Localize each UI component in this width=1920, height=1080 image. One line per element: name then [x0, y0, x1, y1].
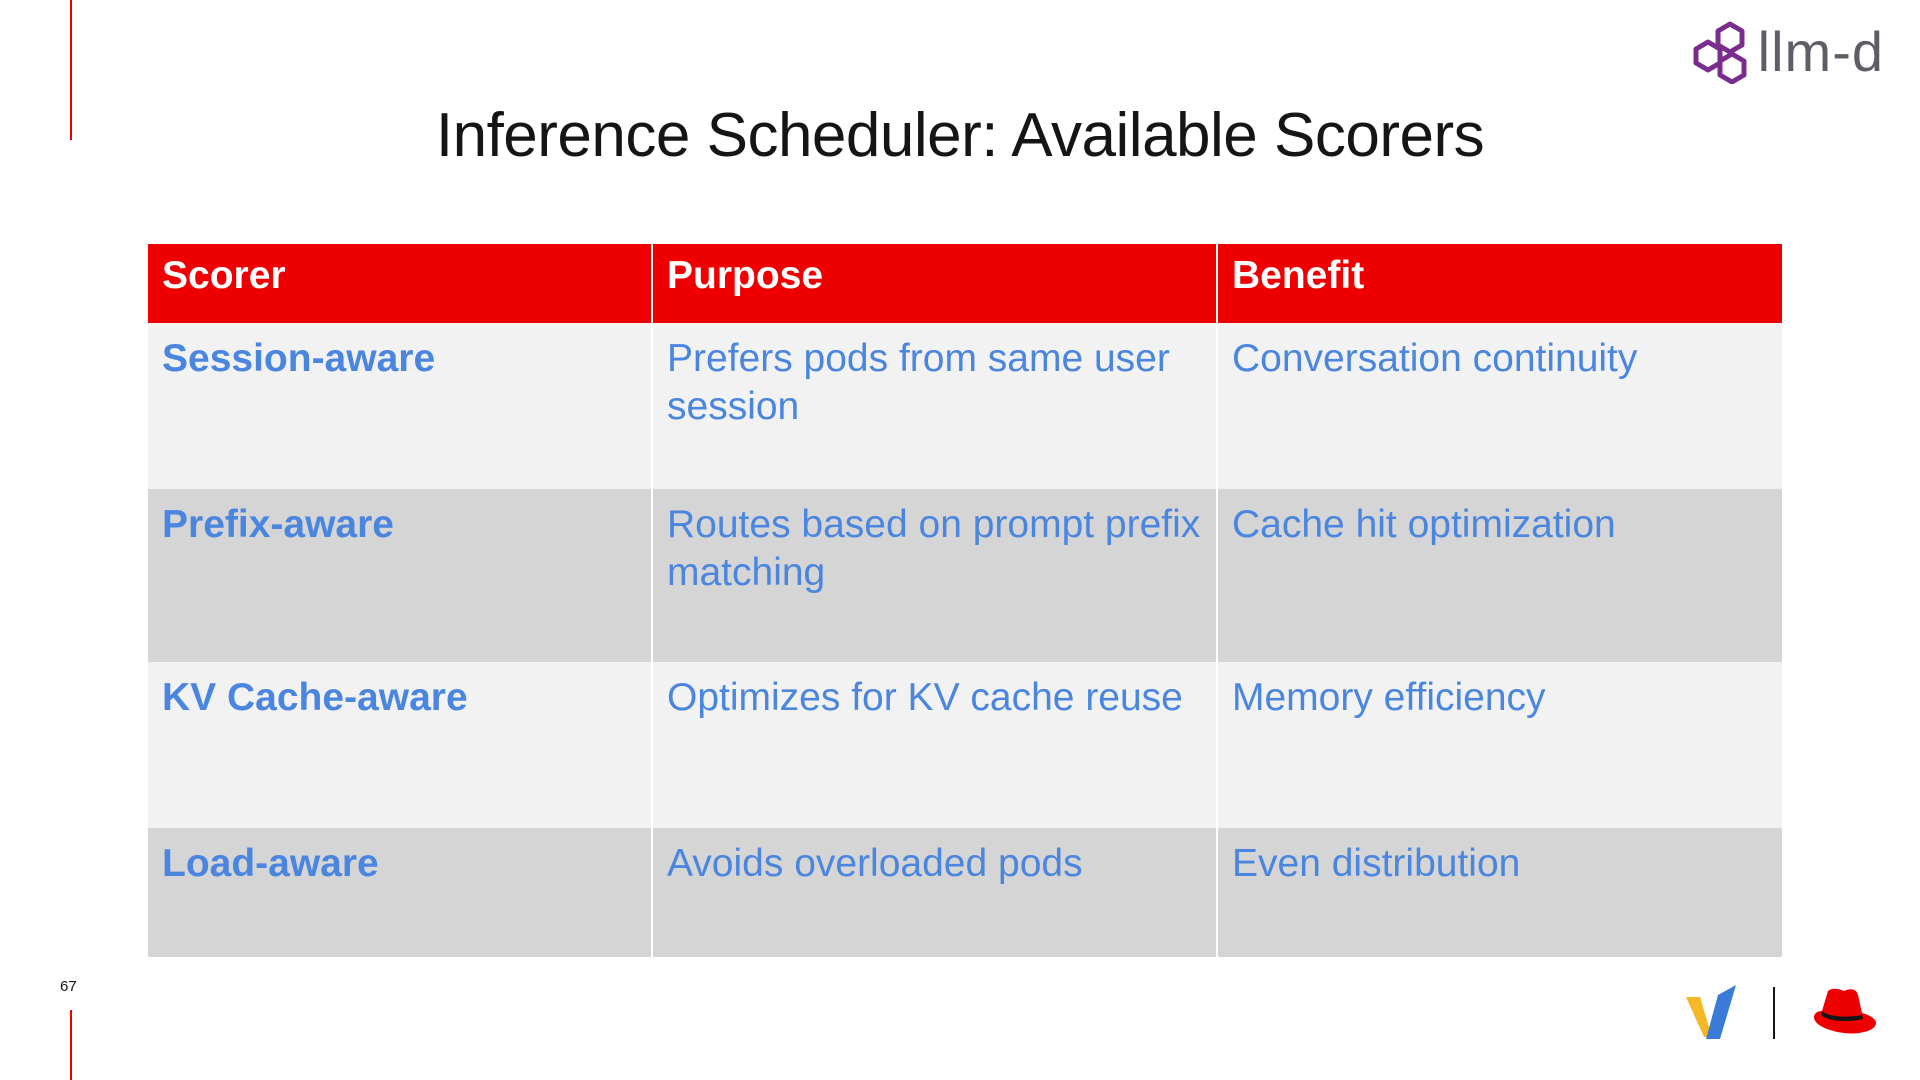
cell-purpose: Prefers pods from same user session: [652, 323, 1217, 489]
cell-scorer: Load-aware: [148, 828, 652, 957]
cell-purpose: Avoids overloaded pods: [652, 828, 1217, 957]
llm-d-hexagon-logo-icon: [1692, 20, 1752, 84]
logo-divider: [1773, 987, 1775, 1039]
red-hat-fedora-icon: [1810, 985, 1880, 1039]
table-row: [148, 662, 1782, 828]
cell-benefit: Conversation continuity: [1217, 323, 1782, 489]
llm-d-logo: [1692, 20, 1884, 84]
table-row: [148, 489, 1782, 662]
cell-benefit: Even distribution: [1217, 828, 1782, 957]
page-number: 67: [60, 978, 77, 995]
llm-d-logo-text: llm-d: [1757, 20, 1884, 83]
header-scorer: Scorer: [148, 244, 652, 323]
table-row: [148, 828, 1782, 957]
slide-title: Inference Scheduler: Available Scorers: [435, 101, 1485, 170]
table-row: [148, 323, 1782, 489]
scorers-table-container: [148, 244, 1782, 957]
cell-benefit: Cache hit optimization: [1217, 489, 1782, 662]
cell-scorer: Prefix-aware: [148, 489, 652, 662]
cell-scorer: KV Cache-aware: [148, 662, 652, 828]
table-header-row: [148, 244, 1782, 323]
accent-rule-bottom: [70, 1010, 72, 1080]
cell-scorer: Session-aware: [148, 323, 652, 489]
header-benefit: Benefit: [1217, 244, 1782, 323]
cell-benefit: Memory efficiency: [1217, 662, 1782, 828]
cell-purpose: Optimizes for KV cache reuse: [652, 662, 1217, 828]
vllm-logo-icon: [1684, 985, 1740, 1041]
scorers-table: [148, 244, 1782, 957]
header-purpose: Purpose: [652, 244, 1217, 323]
cell-purpose: Routes based on prompt prefix matching: [652, 489, 1217, 662]
